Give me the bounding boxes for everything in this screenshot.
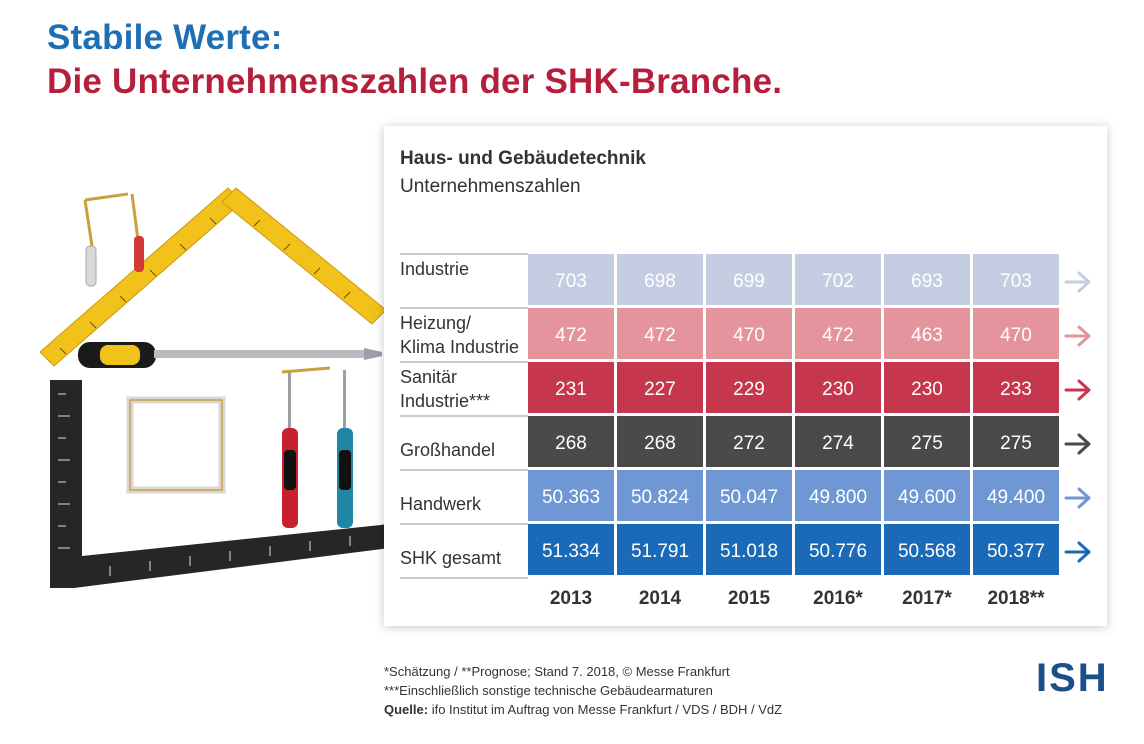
cell-value: 50.363 (541, 487, 601, 508)
cell-value: 472 (822, 325, 854, 346)
row-label-line: Großhandel (400, 440, 496, 460)
cell-value: 274 (822, 433, 854, 454)
cell-value: 268 (555, 433, 587, 454)
trend-arrow-icon (1066, 327, 1089, 345)
cell-value: 472 (555, 325, 587, 346)
cell-value: 472 (644, 325, 676, 346)
cell-value: 699 (733, 271, 765, 292)
column-header: 2015 (727, 588, 771, 609)
trend-arrow-icon (1066, 381, 1089, 399)
column-header: 2016* (813, 588, 863, 609)
headline-line-2: Die Unternehmenszahlen der SHK-Branche. (47, 62, 783, 101)
table-title: Haus- und Gebäudetechnik (400, 148, 646, 169)
cell-value: 51.018 (719, 541, 779, 562)
row-label-line: Industrie*** (400, 391, 491, 411)
cell-value: 231 (555, 379, 587, 400)
cell-value: 50.824 (630, 487, 690, 508)
headline (47, 16, 1047, 104)
cell-value: 233 (1000, 379, 1032, 400)
house-tools-illustration (30, 180, 400, 610)
cell-value: 470 (733, 325, 765, 346)
cell-value: 49.600 (897, 487, 957, 508)
folding-ruler-left (40, 188, 242, 366)
screwdriver (78, 342, 382, 368)
table-subtitle: Unternehmenszahlen (400, 176, 581, 197)
source-text: ifo Institut im Auftrag von Messe Frankfurt / VDS / BDH / VdZ (428, 702, 783, 717)
row-label (400, 367, 490, 411)
cell-value: 698 (644, 271, 676, 292)
column-header: 2017* (902, 588, 952, 609)
data-table (384, 126, 1107, 626)
footnote-source (384, 700, 782, 719)
cell-value: 49.800 (808, 487, 868, 508)
cell-value: 51.334 (541, 541, 601, 562)
cell-value: 268 (644, 433, 676, 454)
column-header: 2014 (638, 588, 682, 609)
footnotes (384, 662, 782, 719)
trend-arrow-icon (1066, 435, 1089, 453)
row-label-line: Klima Industrie (400, 337, 520, 357)
row-label-line: Industrie (400, 259, 470, 279)
cell-value: 275 (911, 433, 943, 454)
trend-arrow-icon (1066, 489, 1089, 507)
trend-arrow-icon (1066, 543, 1089, 561)
cell-value: 703 (555, 271, 587, 292)
row-label-line: SHK gesamt (400, 548, 502, 568)
folding-ruler-right (222, 188, 386, 324)
cell-value: 693 (911, 271, 943, 292)
cell-value: 275 (1000, 433, 1032, 454)
cell-value: 463 (911, 325, 943, 346)
cell-value: 703 (1000, 271, 1032, 292)
source-label: Quelle: (384, 702, 429, 717)
row-label (400, 494, 482, 514)
cell-value: 227 (644, 379, 676, 400)
ish-logo: ISH (1036, 656, 1109, 700)
cell-value: 470 (1000, 325, 1032, 346)
cell-value: 272 (733, 433, 765, 454)
cell-value: 50.568 (897, 541, 957, 562)
data-card (384, 126, 1107, 626)
row-label (400, 259, 469, 279)
row-label (400, 440, 495, 460)
cell-value: 702 (822, 271, 854, 292)
footnote-estimate: *Schätzung / **Prognose; Stand 7. 2018, © Messe Frankfurt (384, 664, 730, 679)
cell-value: 50.377 (986, 541, 1046, 562)
row-label-line: Handwerk (400, 494, 482, 514)
row-label-line: Heizung/ (400, 313, 472, 333)
row-label-line: Sanitär (400, 367, 458, 387)
cell-value: 50.047 (719, 487, 779, 508)
cell-value: 230 (822, 379, 854, 400)
row-label (400, 548, 501, 568)
cell-value: 230 (911, 379, 943, 400)
row-label (400, 313, 519, 357)
dowel-window (130, 400, 222, 490)
cell-value: 229 (733, 379, 765, 400)
headline-line-1: Stabile Werte: (47, 18, 283, 57)
precision-screwdrivers (282, 368, 353, 528)
footnote-fittings: ***Einschließlich sonstige technische Gebäudearmaturen (384, 683, 713, 698)
cell-value: 51.791 (630, 541, 690, 562)
cell-value: 50.776 (808, 541, 868, 562)
column-header: 2013 (549, 588, 593, 609)
trend-arrow-icon (1066, 273, 1089, 291)
column-header: 2018** (987, 588, 1045, 609)
cell-value: 49.400 (986, 487, 1046, 508)
